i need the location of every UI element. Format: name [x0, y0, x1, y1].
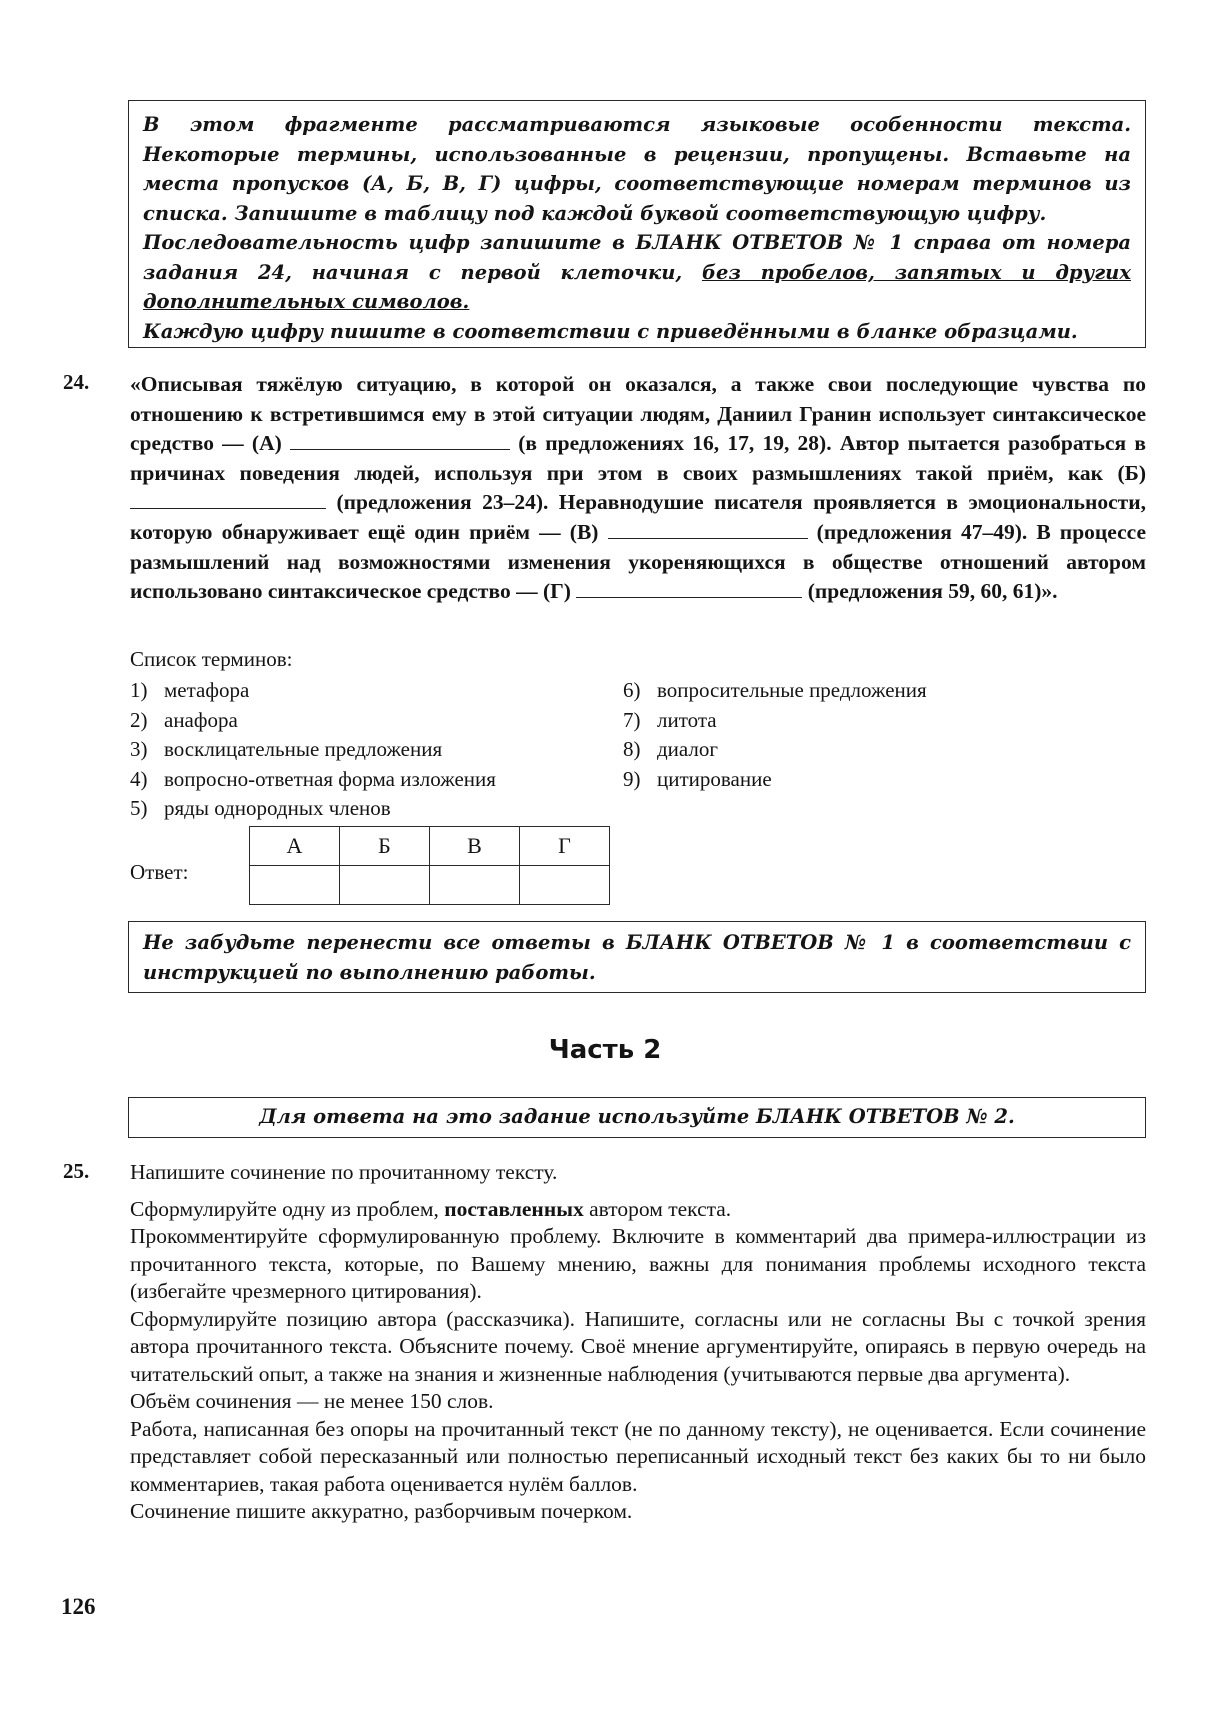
- term-item: 7) литота: [623, 707, 717, 732]
- blank-v[interactable]: [608, 520, 808, 539]
- term-item: 6) вопросительные предложения: [623, 678, 927, 702]
- answer-header-g: Г: [520, 827, 610, 866]
- answer-cell-v[interactable]: [430, 866, 520, 905]
- task-25-paragraph-2: Сформулируйте одну из проблем, поставленных автором текста.: [130, 1196, 732, 1221]
- blank-b[interactable]: [130, 490, 326, 509]
- answer-label: Ответ:: [130, 860, 189, 884]
- part-2-instruction-box: Для ответа на это задание используйте БЛАНК ОТВЕТОВ № 2.: [128, 1097, 1146, 1138]
- task-25-bold-word: поставленных: [444, 1196, 584, 1221]
- term-item: 2) анафора: [130, 707, 238, 732]
- blank-a[interactable]: [290, 431, 510, 450]
- task-24-text: [130, 370, 1146, 607]
- instructions-p2-underlined: без пробелов, запятых и других дополнительных символов.: [143, 260, 1131, 313]
- term-item: 4) вопросно-ответная форма изложения: [130, 766, 496, 791]
- task-25-paragraph-7: Сочинение пишите аккуратно, разборчивым почерком.: [130, 1499, 633, 1523]
- task-24-seg3: (предложения 23–24). Неравнодушие писателя проявляется в эмоциональности, которую обнаруживает ещё один приём — (В): [130, 490, 1146, 544]
- task-25-paragraph-3: Прокомментируйте сформулированную проблему. Включите в комментарий два примера-иллюстрации из прочитанного текста, которые, по Вашему мнению, важны для понимания проблемы исходного текста (избегайте чрезмерного цитирования).: [130, 1224, 1146, 1303]
- term-item: 8) диалог: [623, 737, 719, 761]
- task-25-paragraph-4: Сформулируйте позицию автора (рассказчика). Напишите, согласны или не согласны Вы с точкой зрения автора прочитанного текста. Объясните почему. Своё мнение аргументируйте, опираясь в первую очередь на читательский опыт, а также на знания и жизненные наблюдения (учитываются первые два аргумента).: [130, 1306, 1146, 1386]
- blank-g[interactable]: [576, 579, 802, 598]
- instructions-paragraph-2: [143, 228, 1131, 317]
- task-24-seg2: (в предложениях 16, 17, 19, 28). Автор пытается разобраться в причинах поведения людей, используя при этом в своих размышлениях такой приём, как (Б): [130, 431, 1146, 485]
- answer-header-v: В: [430, 827, 520, 866]
- answer-header-b: Б: [340, 827, 430, 866]
- terms-heading: Список терминов:: [130, 647, 293, 671]
- page-number: 126: [61, 1594, 96, 1619]
- reminder-box: Не забудьте перенести все ответы в БЛАНК ОТВЕТОВ № 1 в соответствии с инструкцией по выполнению работы.: [128, 921, 1146, 993]
- terms-list-left: [130, 676, 496, 824]
- task-25-paragraph-5: Объём сочинения — не менее 150 слов.: [130, 1389, 494, 1413]
- term-item: 1) метафора: [130, 678, 250, 702]
- instructions-paragraph-1: В этом фрагменте рассматриваются языковые особенности текста. Некоторые термины, использованные в рецензии, пропущены. Вставьте на места пропусков (А, Б, В, Г) цифры, соответствующие номерам терминов из списка. Запишите в таблицу под каждой буквой соответствующую цифру.: [143, 113, 1131, 225]
- instructions-box: [128, 100, 1146, 348]
- task-25-paragraph-6: Работа, написанная без опоры на прочитанный текст (не по данному тексту), не оценивается. Если сочинение представляет собой пересказанный или полностью переписанный исходный текст без каких бы то ни было комментариев, такая работа оценивается нулём баллов.: [130, 1416, 1146, 1496]
- answer-header-a: А: [250, 827, 340, 866]
- instructions-paragraph-3: Каждую цифру пишите в соответствии с приведёнными в бланке образцами.: [143, 319, 1078, 343]
- answer-cell-a[interactable]: [250, 866, 340, 905]
- term-item: 5) ряды однородных членов: [130, 796, 391, 820]
- task-25-line-1: Напишите сочинение по прочитанному тексту.: [130, 1160, 558, 1184]
- terms-list-right: [623, 676, 927, 794]
- part-2-title: Часть 2: [548, 1035, 662, 1065]
- task-24-seg5: (предложения 59, 60, 61)».: [802, 579, 1058, 604]
- task-25-text: [130, 1159, 1146, 1526]
- term-item: 9) цитирование: [623, 766, 772, 791]
- term-item: 3) восклицательные предложения: [130, 737, 443, 761]
- task-24-seg1: «Описывая тяжёлую ситуацию, в которой он оказался, а также свои последующие чувства по отношению к встретившимся ему в этой ситуации людям, Даниил Гранин использует синтаксическое средство — (А): [130, 372, 1146, 456]
- answer-cell-g[interactable]: [520, 866, 610, 905]
- answer-table: [249, 826, 610, 905]
- task-24-number: 24.: [63, 370, 90, 394]
- answer-cell-b[interactable]: [340, 866, 430, 905]
- instructions-p2-start: Последовательность цифр запишите в БЛАНК ОТВЕТОВ № 1 справа от номера задания 24, начиная с первой клеточки,: [143, 231, 1131, 284]
- task-25-number: 25.: [63, 1159, 90, 1183]
- task-24-seg4: (предложения 47–49). В процессе размышлений над возможностями изменения укореняющихся в обществе отношений автором использовано синтаксическое средство — (Г): [130, 519, 1146, 604]
